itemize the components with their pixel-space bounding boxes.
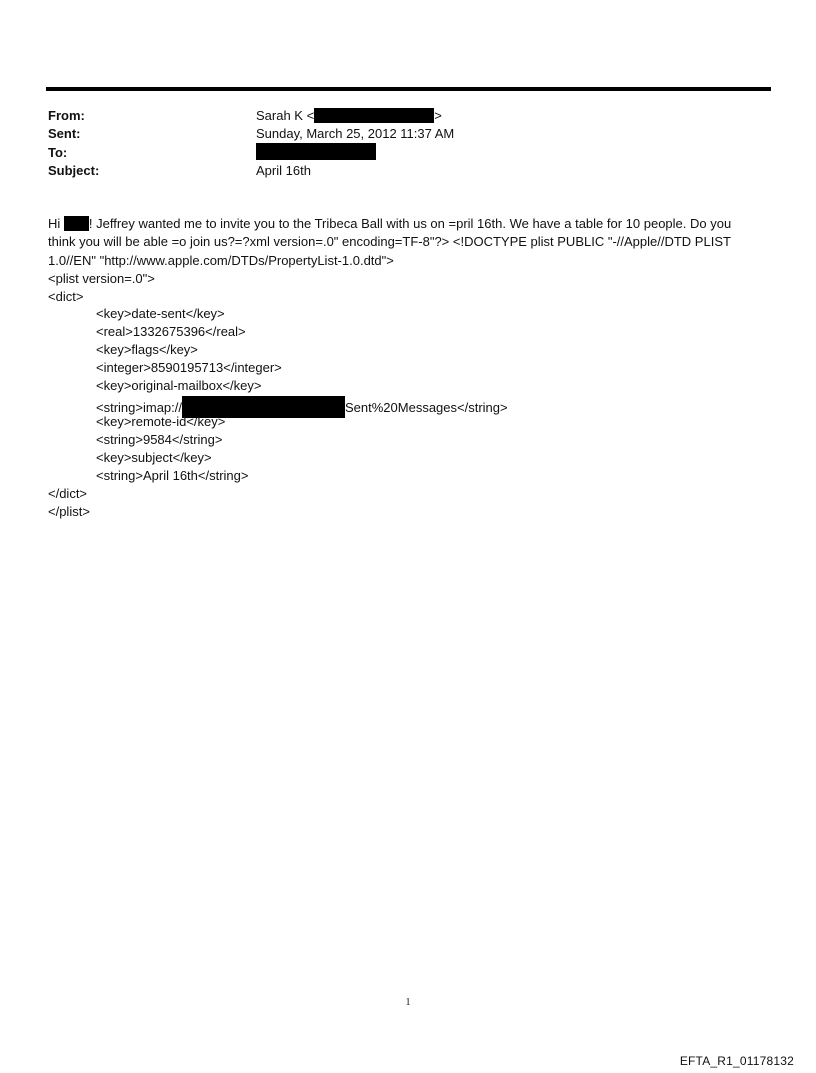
subject-label: Subject: [48, 163, 100, 178]
sent-label: Sent: [48, 126, 81, 141]
body-line-13: <string>9584</string> [96, 432, 223, 447]
body-line-16: </dict> [48, 486, 88, 501]
to-label: To: [48, 145, 68, 160]
redaction-box [256, 143, 376, 160]
body-line-3: 1.0//EN" "http://www.apple.com/DTDs/PropertyList-1.0.dtd"> [48, 253, 394, 268]
body-line-1 [48, 216, 731, 231]
body-line-7: <real>1332675396</real> [96, 324, 246, 339]
from-name: Sarah K < [256, 108, 315, 123]
body-line-17: </plist> [48, 504, 90, 519]
to-value [256, 143, 376, 160]
body-line-10: <key>original-mailbox</key> [96, 378, 262, 393]
page-number: 1 [405, 997, 411, 1008]
greeting: Hi [48, 216, 64, 231]
redaction-box [64, 216, 89, 231]
body-line-4: <plist version=.0"> [48, 271, 155, 286]
imap-suffix: Sent%20Messages</string> [345, 400, 508, 415]
imap-prefix: <string>imap:// [96, 400, 182, 415]
body-line-8: <key>flags</key> [96, 342, 198, 357]
body-text: ! Jeffrey wanted me to invite you to the Tribeca Ball with us on =pril 16th. We have a table for 10 people. Do you [88, 216, 732, 231]
body-line-2: think you will be able =o join us?=?xml version=.0" encoding=TF-8"?> <!DOCTYPE plist PUBLIC "-//Apple//DTD PLIST [48, 234, 731, 249]
body-line-14: <key>subject</key> [96, 450, 212, 465]
from-suffix: > [434, 108, 442, 123]
redaction-box [314, 108, 434, 123]
bates-number: EFTA_R1_01178132 [679, 1054, 794, 1068]
subject-value: April 16th [256, 163, 311, 178]
body-line-6: <key>date-sent</key> [96, 306, 225, 321]
from-value [256, 108, 442, 123]
body-line-9: <integer>8590195713</integer> [96, 360, 282, 375]
sent-value: Sunday, March 25, 2012 11:37 AM [256, 126, 455, 141]
body-line-15: <string>April 16th</string> [96, 468, 249, 483]
header-rule [46, 87, 771, 91]
body-line-12: <key>remote-id</key> [96, 414, 226, 429]
from-label: From: [48, 108, 85, 123]
body-line-5: <dict> [48, 289, 84, 304]
